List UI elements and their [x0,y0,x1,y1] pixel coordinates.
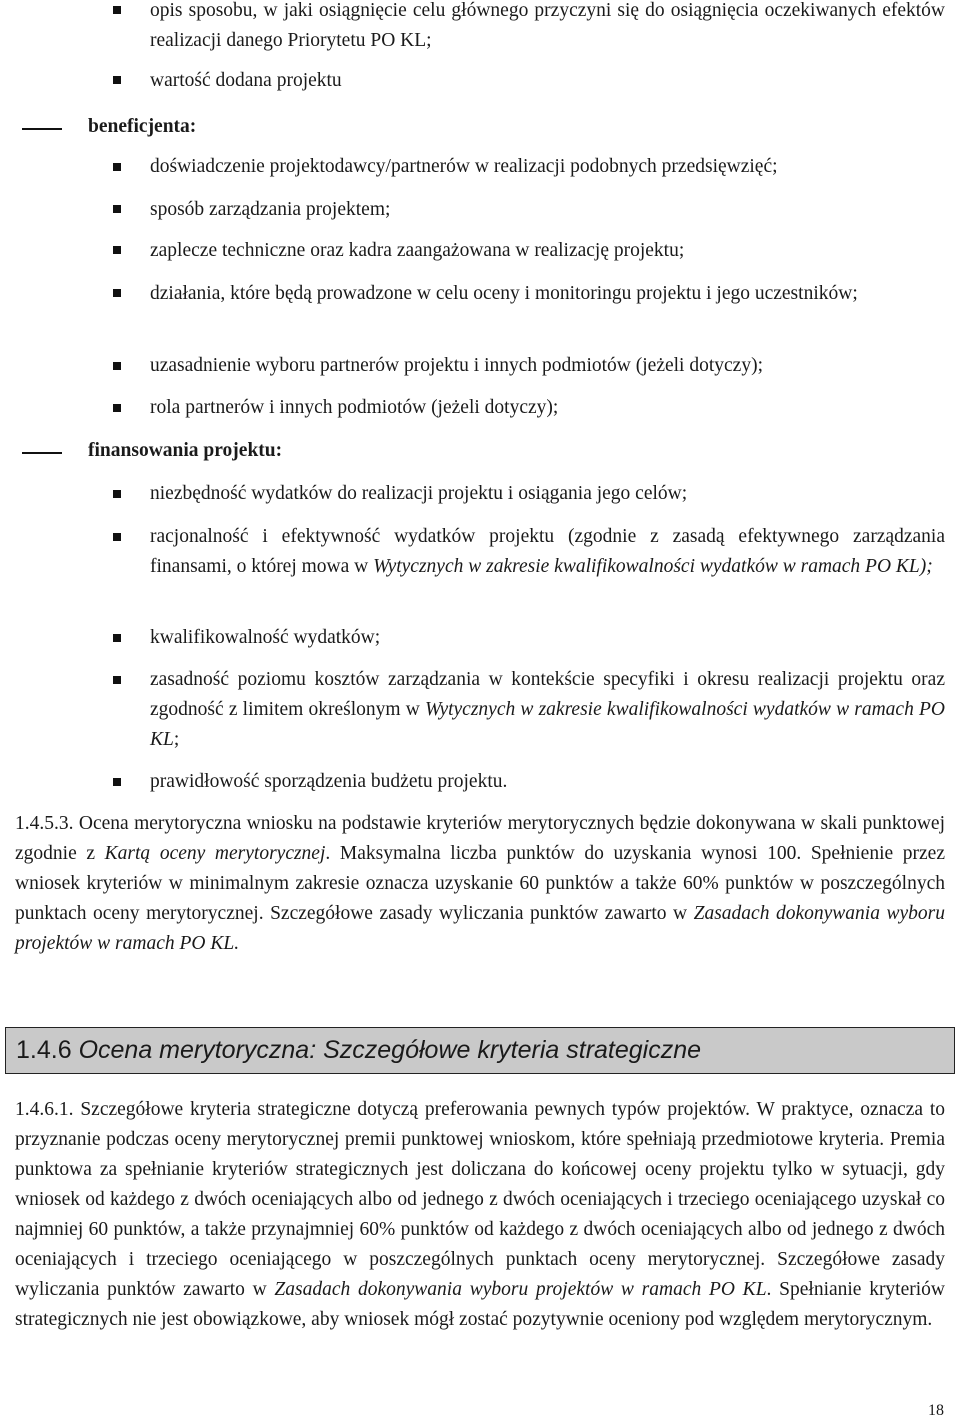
bullet-marker [113,676,121,684]
list-item: uzasadnienie wyboru partnerów projektu i innych podmiotów (jeżeli dotyczy); [150,355,763,376]
bullet-marker [113,205,121,213]
bullet-marker [113,6,121,14]
bullet-marker [113,362,121,370]
bullet-marker [113,533,121,541]
list-item: kwalifikowalność wydatków; [150,627,381,648]
section-label-beneficjent: beneficjenta: [88,116,197,137]
list-item: opis sposobu, w jaki osiągnięcie celu głównego przyczyni się do osiągnięcia oczekiwanych efektów realizacji danego Priorytetu PO KL; [150,0,945,51]
dash-marker [22,452,62,454]
bullet-marker [113,163,121,171]
bullet-marker [113,404,121,412]
list-item: sposób zarządzania projektem; [150,199,391,220]
page-number: 18 [928,1402,944,1419]
bullet-marker [113,246,121,254]
bullet-marker [113,490,121,498]
bullet-marker [113,76,121,84]
list-item: racjonalność i efektywność wydatków projektu (zgodnie z zasadą efektywnego zarządzania finansami, o której mowa w Wytycznych w zakresie kwalifikowalności wydatków w ramach PO KL); [150,526,945,577]
list-item: doświadczenie projektodawcy/partnerów w realizacji podobnych przedsięwzięć; [150,156,778,177]
list-item: wartość dodana projektu [150,70,342,91]
paragraph-1453: 1.4.5.3. Ocena merytoryczna wniosku na podstawie kryteriów merytorycznych będzie dokonywana w skali punktowej zgodnie z Kartą oceny merytorycznej. Maksymalna liczba punktów do uzyskania wynosi 100. Spełnienie przez wniosek kryteriów w minimalnym zakresie oznacza uzyskanie 60 punktów a także 60% punktów w poszczególnych punktach oceny merytorycznej. Szczegółowe zasady wyliczania punktów zawarto w Zasadach dokonywania wyboru projektów w ramach PO KL. [15,813,945,954]
list-item: działania, które będą prowadzone w celu oceny i monitoringu projektu i jego uczestników; [150,283,858,304]
list-item: zasadność poziomu kosztów zarządzania w kontekście specyfiki i okresu realizacji projektu oraz zgodność z limitem określonym w Wytycznych w zakresie kwalifikowalności wydatków w ramach PO KL; [150,669,945,750]
section-label-finansowanie: finansowania projektu: [88,440,283,461]
dash-marker [22,128,62,130]
bullet-marker [113,634,121,642]
bullet-marker [113,289,121,297]
list-item: prawidłowość sporządzenia budżetu projektu. [150,771,508,792]
section-heading [5,1027,955,1074]
paragraph-1461: 1.4.6.1. Szczegółowe kryteria strategiczne dotyczą preferowania pewnych typów projektów. W praktyce, oznacza to przyznanie podczas oceny merytorycznej premii punktowej wnioskom, które spełniają przedmiotowe kryteria. Premia punktowa za spełnianie kryteriów strategicznych jest doliczana do końcowej oceny projektu tylko w sytuacji, gdy wniosek od każdego z dwóch oceniających albo od jednego z dwóch oceniających i trzeciego oceniającego uzyskał co najmniej 60 punktów, a także przynajmniej 60% punktów od każdego z dwóch oceniających albo od jednego z dwóch oceniających i trzeciego oceniającego w poszczególnych punktach oceny merytorycznej. Szczegółowe zasady wyliczania punktów zawarto w Zasadach dokonywania wyboru projektów w ramach PO KL. Spełnianie kryteriów strategicznych nie jest obowiązkowe, aby wniosek mógł zostać pozytywnie oceniony pod względem merytorycznym. [15,1099,946,1330]
list-item: zaplecze techniczne oraz kadra zaangażowana w realizację projektu; [150,240,685,261]
section-heading-text: 1.4.6 Ocena merytoryczna: Szczegółowe kryteria strategiczne [16,1036,702,1064]
list-item: niezbędność wydatków do realizacji projektu i osiągania jego celów; [150,483,688,504]
list-item: rola partnerów i innych podmiotów (jeżeli dotyczy); [150,397,559,418]
bullet-marker [113,778,121,786]
